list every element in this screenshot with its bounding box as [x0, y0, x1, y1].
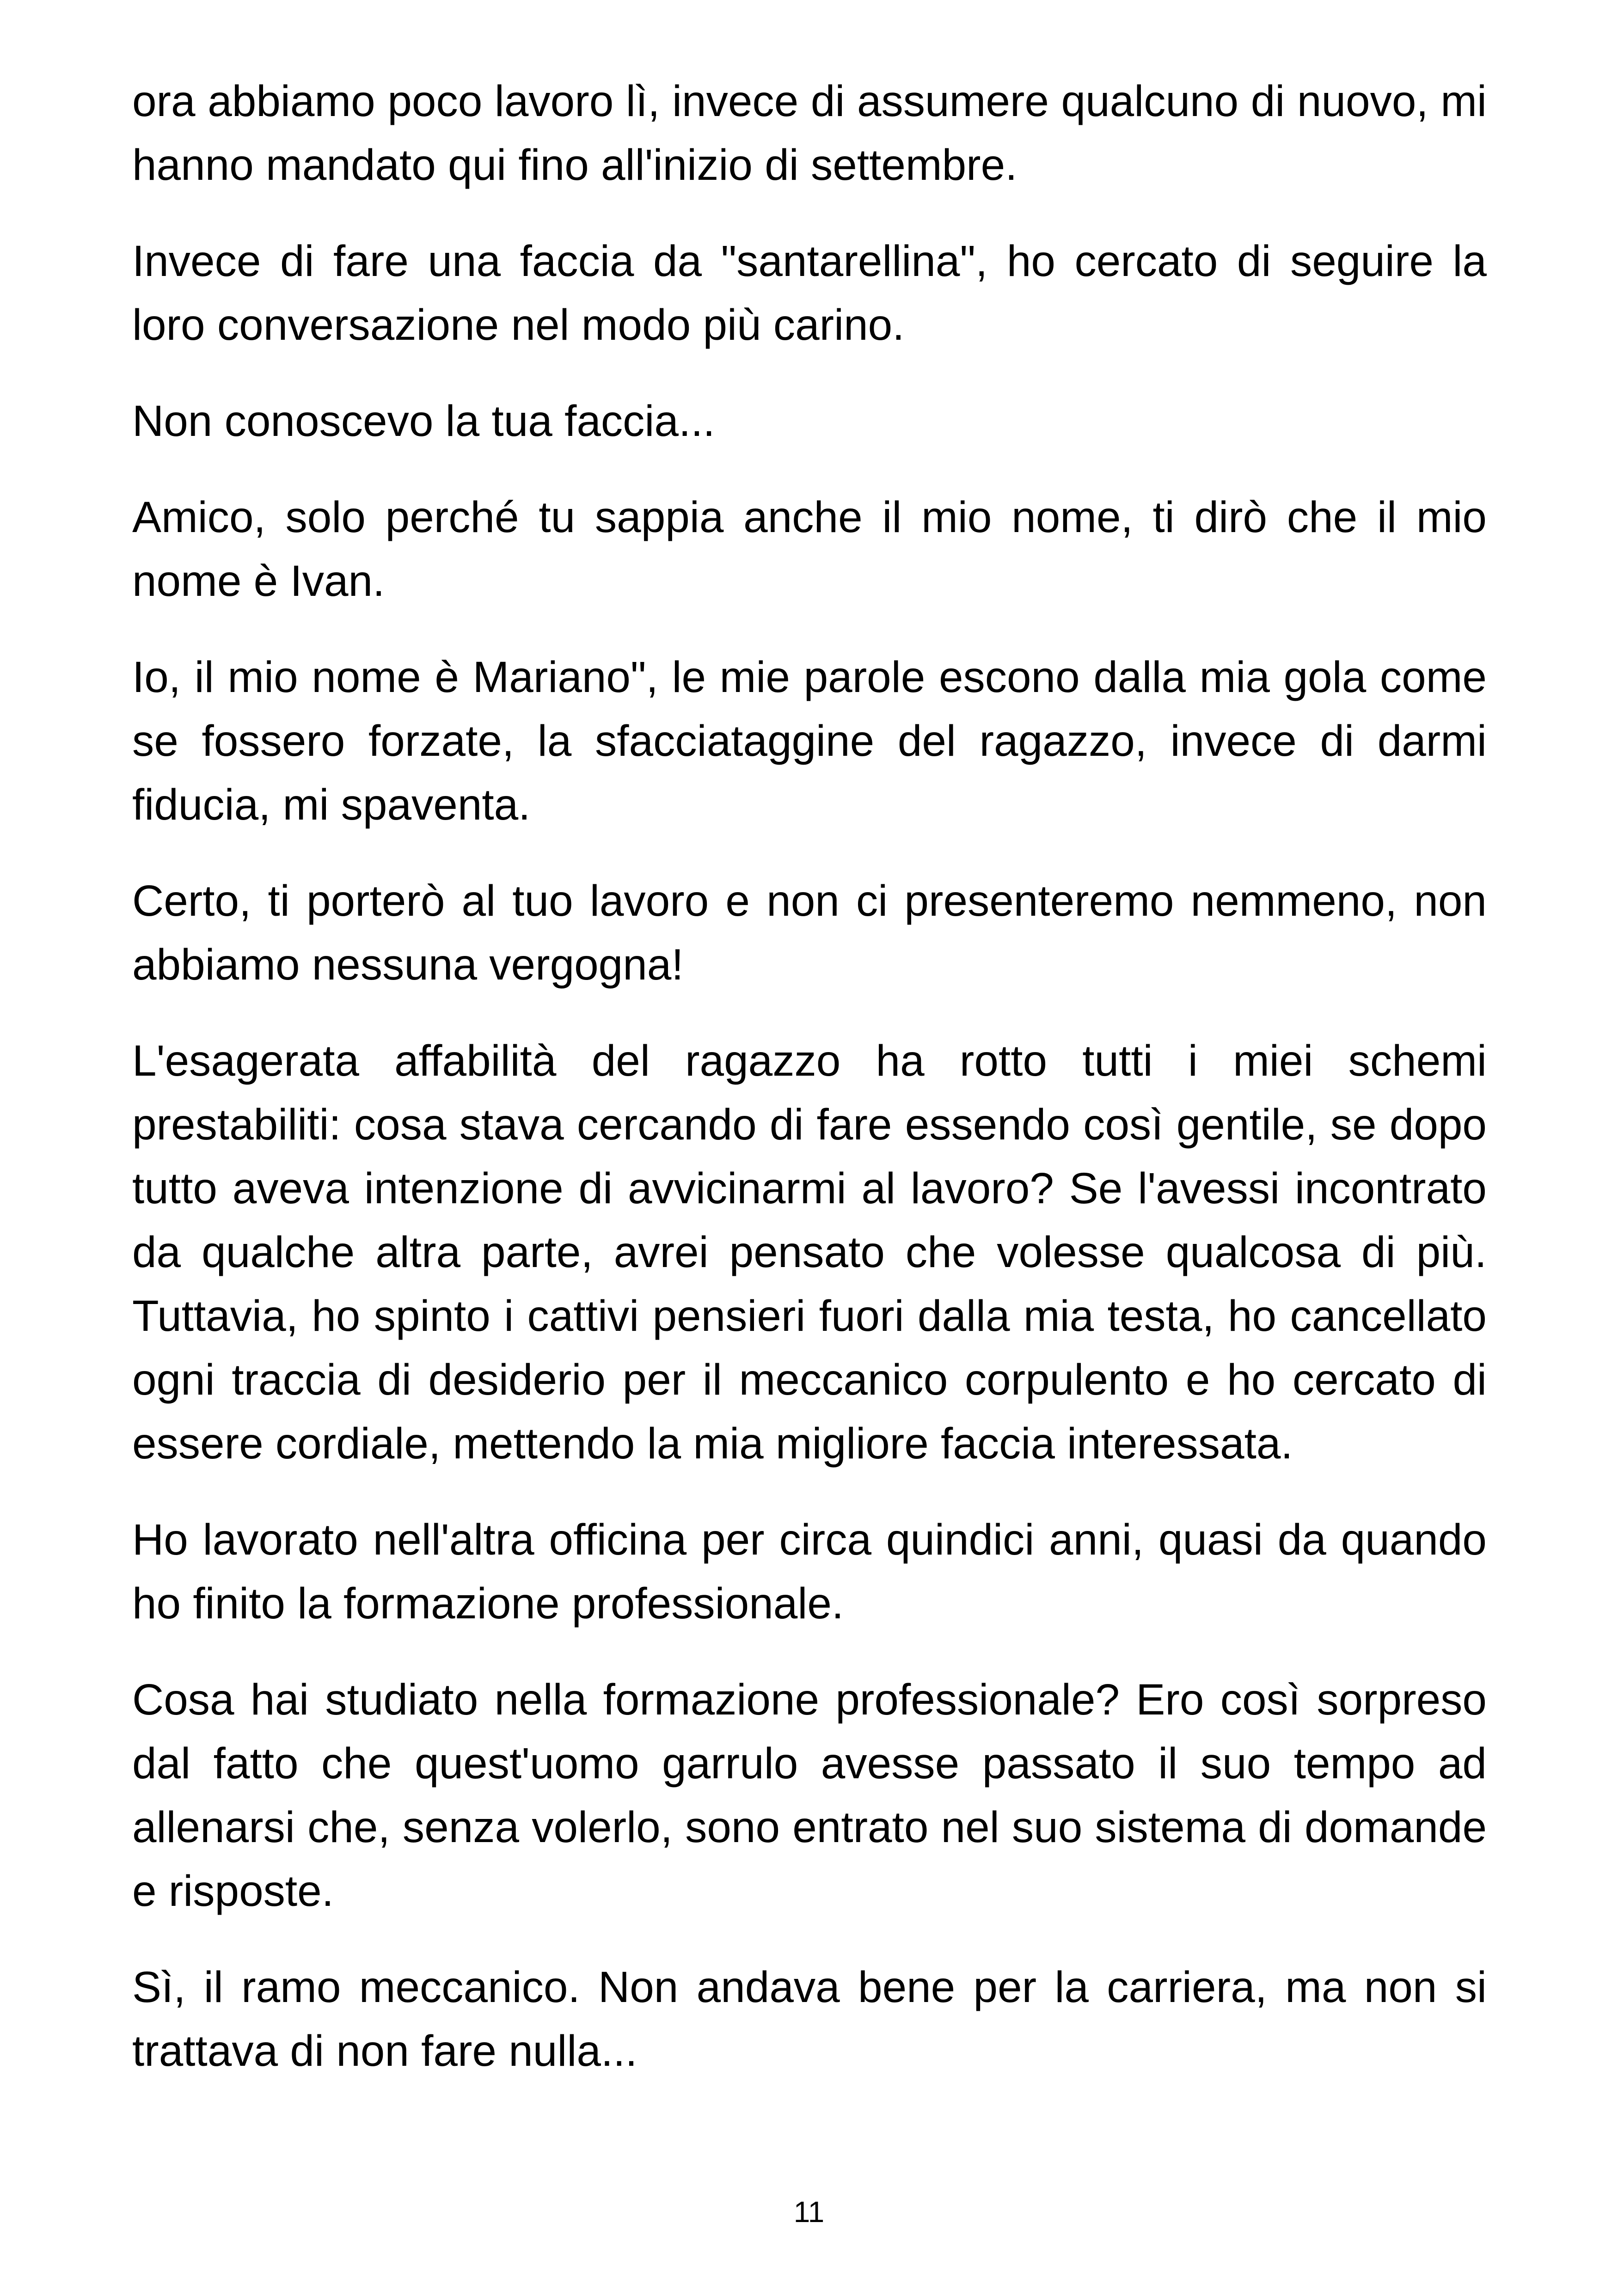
page-number: 11	[793, 2195, 825, 2229]
paragraph-7: L'esagerata affabilità del ragazzo ha rotto tutti i miei schemi prestabiliti: cosa stava cercando di fare essendo così gentile, se dopo tutto aveva intenzione di avvicinarmi al lavoro? Se l'avessi incontrato da qualche altra parte, avrei pensato che volesse qualcosa di più. Tuttavia, ho spinto i cattivi pensieri fuori dalla mia testa, ho cancellato ogni traccia di desiderio per il meccanico corpulento e ho cercato di essere cordiale, mettendo la mia migliore faccia interessata.	[132, 1036, 1487, 1468]
paragraph-10: Sì, il ramo meccanico. Non andava bene per la carriera, ma non si trattava di non fare nulla...	[132, 1963, 1487, 2076]
paragraph-6: Certo, ti porterò al tuo lavoro e non ci presenteremo nemmeno, non abbiamo nessuna vergogna!	[132, 876, 1487, 989]
paragraph-1: ora abbiamo poco lavoro lì, invece di assumere qualcuno di nuovo, mi hanno mandato qui fino all'inizio di settembre.	[132, 77, 1487, 190]
paragraph-9: Cosa hai studiato nella formazione professionale? Ero così sorpreso dal fatto che quest'uomo garrulo avesse passato il suo tempo ad allenarsi che, senza volerlo, sono entrato nel suo sistema di domande e risposte.	[132, 1675, 1487, 1916]
paragraph-8: Ho lavorato nell'altra officina per circa quindici anni, quasi da quando ho finito la formazione professionale.	[132, 1515, 1487, 1628]
paragraph-5: Io, il mio nome è Mariano", le mie parole escono dalla mia gola come se fossero forzate, la sfacciataggine del ragazzo, invece di darmi fiducia, mi spaventa.	[132, 653, 1487, 829]
body-text	[132, 69, 1487, 2115]
paragraph-3: Non conoscevo la tua faccia...	[132, 397, 715, 446]
paragraph-2: Invece di fare una faccia da "santarellina", ho cercato di seguire la loro conversazione nel modo più carino.	[132, 237, 1487, 349]
paragraph-4: Amico, solo perché tu sappia anche il mio nome, ti dirò che il mio nome è Ivan.	[132, 493, 1487, 606]
